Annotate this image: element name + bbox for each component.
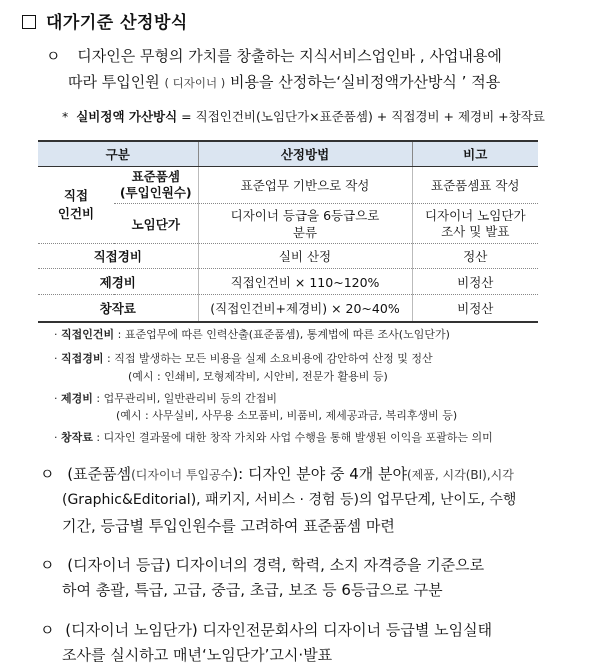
note-text: : 디자인 결과물에 대한 창작 가치와 사업 수행을 통해 발생된 이익을 포괄하는 의미 — [96, 431, 493, 444]
cell-std-note: 표준품셈표 작성 — [412, 167, 538, 204]
formula-line — [62, 107, 545, 125]
formula-star: * — [62, 109, 69, 124]
cell-overhead-note: 비정산 — [412, 269, 538, 295]
note-text: : 업무관리비, 일반관리비 등의 간접비 — [96, 392, 277, 405]
note-text: : 직접 발생하는 모든 비용을 실제 소요비용에 감안하여 산정 및 정산 — [107, 352, 433, 365]
intro-text-2b: 비용을 산정하는‘실비정액가산방식 ’ 적용 — [230, 73, 501, 91]
note-dot: · — [54, 392, 58, 405]
para-std-line-2: (Graphic&Editorial), 패키지, 서비스 · 경험 등)의 업무단계, 난이도, 수행 — [62, 492, 517, 508]
note-term: 직접경비 — [61, 352, 104, 365]
formula-text: = 직접인건비(노임단가×표준품셈) + 직접경비 + 제경비 +창작료 — [181, 109, 545, 124]
note-dot: · — [54, 352, 58, 365]
para-wage-line-2: 조사를 실시하고 매년‘노임단가’고시·발표 — [62, 646, 333, 664]
para-wage-marker: ㅇ — [40, 621, 55, 639]
cell-wage-method — [198, 204, 412, 244]
cell-overhead-label: 제경비 — [38, 269, 198, 295]
header-category: 구분 — [38, 141, 198, 167]
cell-std-label: 표준품셈 (투입인원수) — [114, 167, 198, 204]
note-dot: · — [54, 431, 58, 444]
intro-text-2-small: ( 디자이너 ) — [164, 76, 226, 90]
intro-line-1 — [46, 44, 502, 69]
cost-table — [38, 140, 538, 323]
para-std-b: ): 디자인 분야 중 4개 분야 — [232, 465, 408, 483]
note-direct-labor — [54, 326, 450, 343]
intro-text-1: 디자인은 무형의 가치를 창출하는 지식서비스업인바 , 사업내용에 — [77, 47, 502, 65]
para-grade-text-1: (디자이너 등급) 디자이너의 경력, 학력, 소지 자격증을 기준으로 — [67, 556, 485, 574]
cell-direct-labor: 직접 인건비 — [38, 167, 114, 244]
para-std-a: (표준품셈 — [67, 465, 132, 483]
cell-direct-exp-note: 정산 — [412, 244, 538, 269]
note-term: 창작료 — [61, 431, 93, 444]
cell-overhead-method: 직접인건비 × 110~120% — [198, 269, 412, 295]
note-creative — [54, 429, 493, 446]
note-text: : 표준업무에 따른 인력산출(표준품셈), 통계법에 따른 조사(노임단가) — [117, 328, 450, 341]
para-std-line-3: 기간, 등급별 투입인원수를 고려하여 표준품셈 마련 — [62, 517, 395, 535]
cell-creative-label: 창작료 — [38, 295, 198, 322]
heading-text: 대가기준 산정방식 — [46, 13, 188, 33]
para-std-line-1 — [40, 462, 514, 488]
para-grade-line-1 — [40, 553, 484, 578]
cell-wage-label: 노임단가 — [114, 204, 198, 244]
cell-direct-exp-method: 실비 산정 — [198, 244, 412, 269]
intro-marker: ㅇ — [46, 47, 61, 65]
para-grade-line-2: 하여 총괄, 특급, 고급, 중급, 초급, 보조 등 6등급으로 구분 — [62, 581, 443, 599]
cell-direct-exp-label: 직접경비 — [38, 244, 198, 269]
intro-text-2a: 따라 투입인원 — [68, 73, 160, 91]
header-method: 산정방법 — [198, 141, 412, 167]
formula-label: 실비정액 가산방식 — [76, 109, 178, 124]
note-direct-exp-sub: (예시 : 인쇄비, 모형제작비, 시안비, 전문가 활용비 등) — [128, 370, 388, 383]
wage-method-line-2: 분류 — [292, 224, 318, 240]
note-term: 직접인건비 — [61, 328, 115, 341]
para-std-small: (디자이너 투입공수 — [131, 468, 233, 482]
cell-std-method: 표준업무 기반으로 작성 — [198, 167, 412, 204]
wage-note-line-1: 디자이너 노임단가 — [424, 207, 526, 223]
note-overhead-sub: (예시 : 사무실비, 사무용 소모품비, 비품비, 제세공과금, 복리후생비 등) — [116, 409, 458, 422]
cell-creative-note: 비정산 — [412, 295, 538, 322]
intro-line-2 — [68, 70, 500, 96]
cell-wage-note — [412, 204, 538, 244]
para-wage-text-1: (디자이너 노임단가) 디자인전문회사의 디자이너 등급별 노임실태 — [65, 621, 493, 639]
section-heading — [22, 8, 188, 33]
note-direct-exp — [54, 350, 433, 367]
para-grade-marker: ㅇ — [40, 556, 55, 574]
note-dot: · — [54, 328, 58, 341]
wage-method-line-1: 디자이너 등급을 6등급으로 — [230, 207, 380, 223]
para-wage-line-1 — [40, 618, 492, 643]
note-term: 제경비 — [61, 392, 93, 405]
checkbox-square-icon — [22, 15, 36, 29]
para-std-marker: ㅇ — [40, 465, 55, 483]
note-overhead — [54, 390, 277, 407]
para-std-c: (제품, 시각(BI),시각 — [407, 468, 514, 482]
cell-creative-method: (직접인건비+제경비) × 20~40% — [198, 295, 412, 322]
header-note: 비고 — [412, 141, 538, 167]
wage-note-line-2: 조사 및 발표 — [441, 223, 510, 239]
